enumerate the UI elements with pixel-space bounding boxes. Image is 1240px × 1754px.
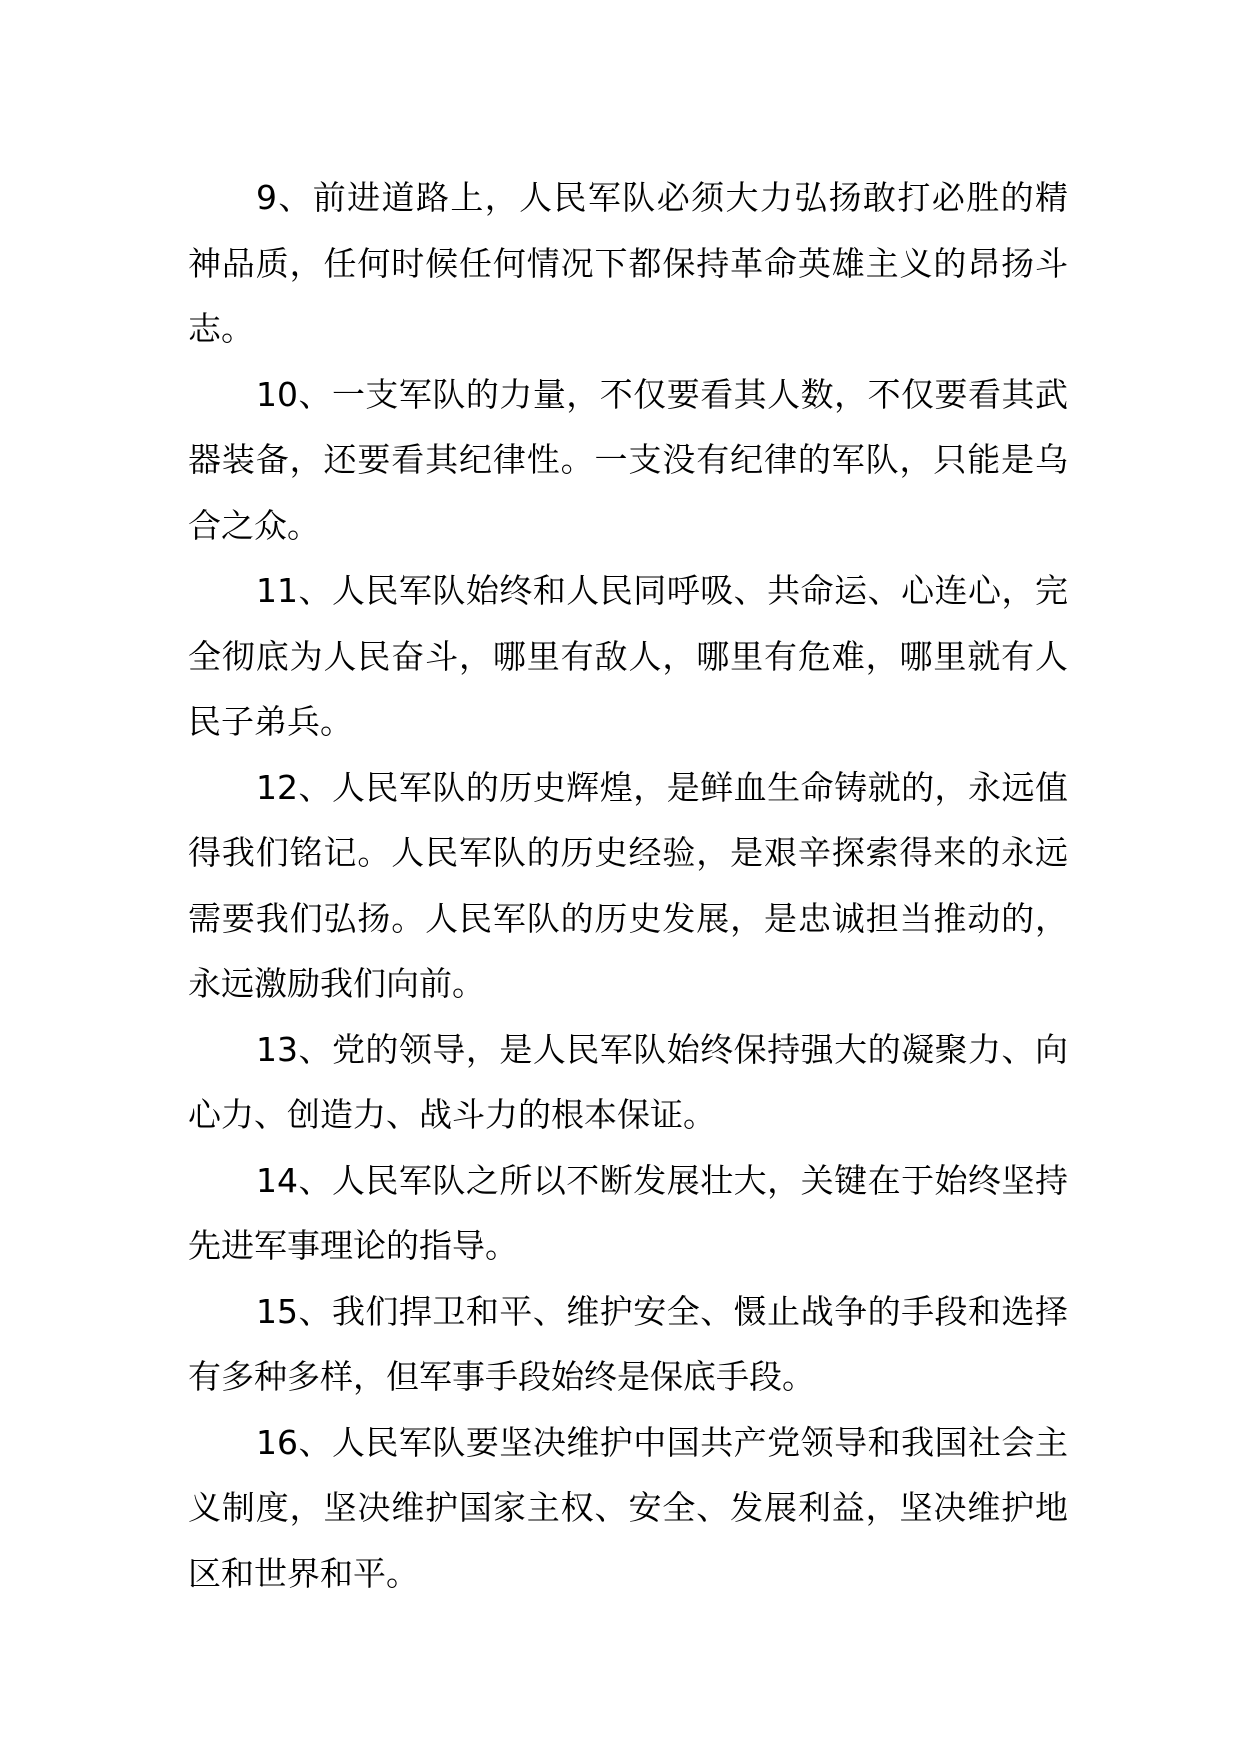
paragraph-13: 13、党的领导，是人民军队始终保持强大的凝聚力、向心力、创造力、战斗力的根本保证。 bbox=[188, 1029, 1068, 1134]
paragraph-10: 10、一支军队的力量，不仅要看其人数，不仅要看其武器装备，还要看其纪律性。一支没有纪律的军队，只能是乌合之众。 bbox=[188, 374, 1068, 545]
paragraph-14: 14、人民军队之所以不断发展壮大，关键在于始终坚持先进军事理论的指导。 bbox=[188, 1160, 1068, 1265]
paragraph-15: 15、我们捍卫和平、维护安全、慑止战争的手段和选择有多种多样，但军事手段始终是保底手段。 bbox=[188, 1291, 1068, 1396]
document-body bbox=[188, 165, 1068, 1606]
paragraph-9: 9、前进道路上，人民军队必须大力弘扬敢打必胜的精神品质，任何时候任何情况下都保持革命英雄主义的昂扬斗志。 bbox=[188, 178, 1068, 348]
paragraph-11: 11、人民军队始终和人民同呼吸、共命运、心连心，完全彻底为人民奋斗，哪里有敌人，哪里有危难，哪里就有人民子弟兵。 bbox=[188, 571, 1068, 741]
paragraph-16: 16、人民军队要坚决维护中国共产党领导和我国社会主义制度，坚决维护国家主权、安全、发展利益，坚决维护地区和世界和平。 bbox=[188, 1422, 1068, 1593]
paragraph-12: 12、人民军队的历史辉煌，是鲜血生命铸就的，永远值得我们铭记。人民军队的历史经验，是艰辛探索得来的永远需要我们弘扬。人民军队的历史发展，是忠诚担当推动的，永远激励我们向前。 bbox=[188, 767, 1068, 1003]
